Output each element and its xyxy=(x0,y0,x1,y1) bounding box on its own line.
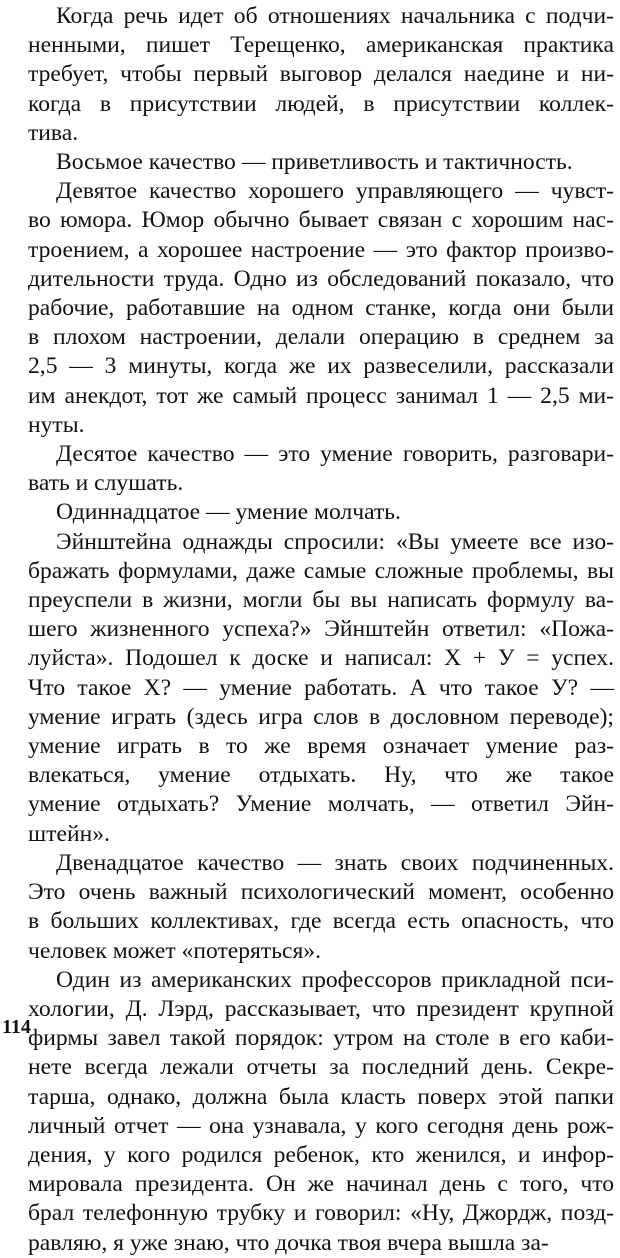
text-line: хологии, Д. Лэрд, рассказывает, что президент крупной xyxy=(28,995,614,1022)
text-line: ненными, пишет Терещенко, американская практика xyxy=(28,32,614,59)
text-line: дения, у кого родился ребенок, кто женился, и инфор- xyxy=(28,1141,614,1168)
text-line: мировала президента. Он же начинал день с того, что xyxy=(28,1171,614,1198)
text-line: тива. xyxy=(28,119,79,146)
text-line: троением, а хорошее настроение — это фактор произво- xyxy=(28,236,614,263)
text-line: брал телефонную трубку и говорил: «Ну, Джордж, позд- xyxy=(28,1200,614,1227)
text-line: умение играть (здесь игра слов в дословном переводе); xyxy=(28,703,614,730)
text-line: Что такое X? — умение работать. А что такое У? — xyxy=(28,674,614,701)
text-line: Это очень важный психологический момент, особенно xyxy=(28,879,614,906)
text-line: нете всегда лежали отчеты за последний день. Секре- xyxy=(28,1054,614,1081)
text-line: Когда речь идет об отношениях начальника с подчи- xyxy=(56,3,614,29)
text-line: человек может «потеряться». xyxy=(28,937,321,964)
text-line: Двенадцатое качество — знать своих подчиненных. xyxy=(56,849,614,876)
text-line: в плохом настроении, делали операцию в среднем за xyxy=(28,324,614,351)
text-line: личный отчет — она узнавала, у кого сегодня день рож- xyxy=(28,1112,614,1139)
text-line: вать и слушать. xyxy=(28,470,184,497)
text-line: тарша, однако, должна была класть поверх этой папки xyxy=(28,1083,614,1110)
body-text xyxy=(28,2,614,1258)
text-line: Восьмое качество — приветливость и тактичность. xyxy=(56,149,573,176)
text-line: преуспели в жизни, могли бы вы написать формулу ва- xyxy=(28,587,614,614)
text-line: луйста». Подошел к доске и написал: X + У = успех. xyxy=(28,645,614,672)
paragraph xyxy=(28,148,614,177)
paragraph xyxy=(28,966,614,1258)
text-line: бражать формулами, даже самые сложные проблемы, вы xyxy=(28,557,614,584)
paragraph xyxy=(28,849,614,966)
text-line: 2,5 — 3 минуты, когда же их развеселили, рассказали xyxy=(28,353,614,380)
text-line: фирмы завел такой порядок: утром на столе в его каби- xyxy=(28,1025,614,1052)
text-line: Одиннадцатое — умение молчать. xyxy=(56,499,401,526)
text-line: шего жизненного успеха?» Эйнштейн ответил: «Пожа- xyxy=(28,616,614,643)
text-line: штейн». xyxy=(28,820,110,847)
text-line: в больших коллективах, где всегда есть опасность, что xyxy=(28,908,614,935)
text-line: Один из американских профессоров прикладной пси- xyxy=(56,966,614,993)
paragraph xyxy=(28,498,614,527)
text-line: им анекдот, тот же самый процесс занимал 1 — 2,5 ми- xyxy=(28,382,614,409)
text-line: равляю, я уже знаю, что дочка твоя вчера вышла за- xyxy=(28,1229,549,1256)
page-number: 114 xyxy=(2,1016,31,1038)
paragraph xyxy=(28,440,614,498)
text-line: умение отдыхать? Умение молчать, — ответил Эйн- xyxy=(28,791,614,818)
text-line: Десятое качество — это умение говорить, разговари- xyxy=(56,441,614,468)
text-line: когда в присутствии людей, в присутствии коллек- xyxy=(28,90,614,117)
text-line: умение играть в то же время означает умение раз- xyxy=(28,733,614,760)
text-line: дительности труда. Одно из обследований показало, что xyxy=(28,265,614,292)
text-line: требует, чтобы первый выговор делался наедине и ни- xyxy=(28,61,614,88)
text-line: нуты. xyxy=(28,411,85,438)
paragraph xyxy=(28,528,614,849)
text-line: Девятое качество хорошего управляющего — чувст- xyxy=(56,178,614,205)
text-line: рабочие, работавшие на одном станке, когда они были xyxy=(28,295,614,322)
paragraph xyxy=(28,177,614,440)
text-line: влекаться, умение отдыхать. Ну, что же такое xyxy=(28,762,614,789)
text-line: Эйнштейна однажды спросили: «Вы умеете все изо- xyxy=(56,528,614,555)
text-line: во юмора. Юмор обычно бывает связан с хорошим нас- xyxy=(28,207,614,234)
paragraph xyxy=(28,2,614,148)
